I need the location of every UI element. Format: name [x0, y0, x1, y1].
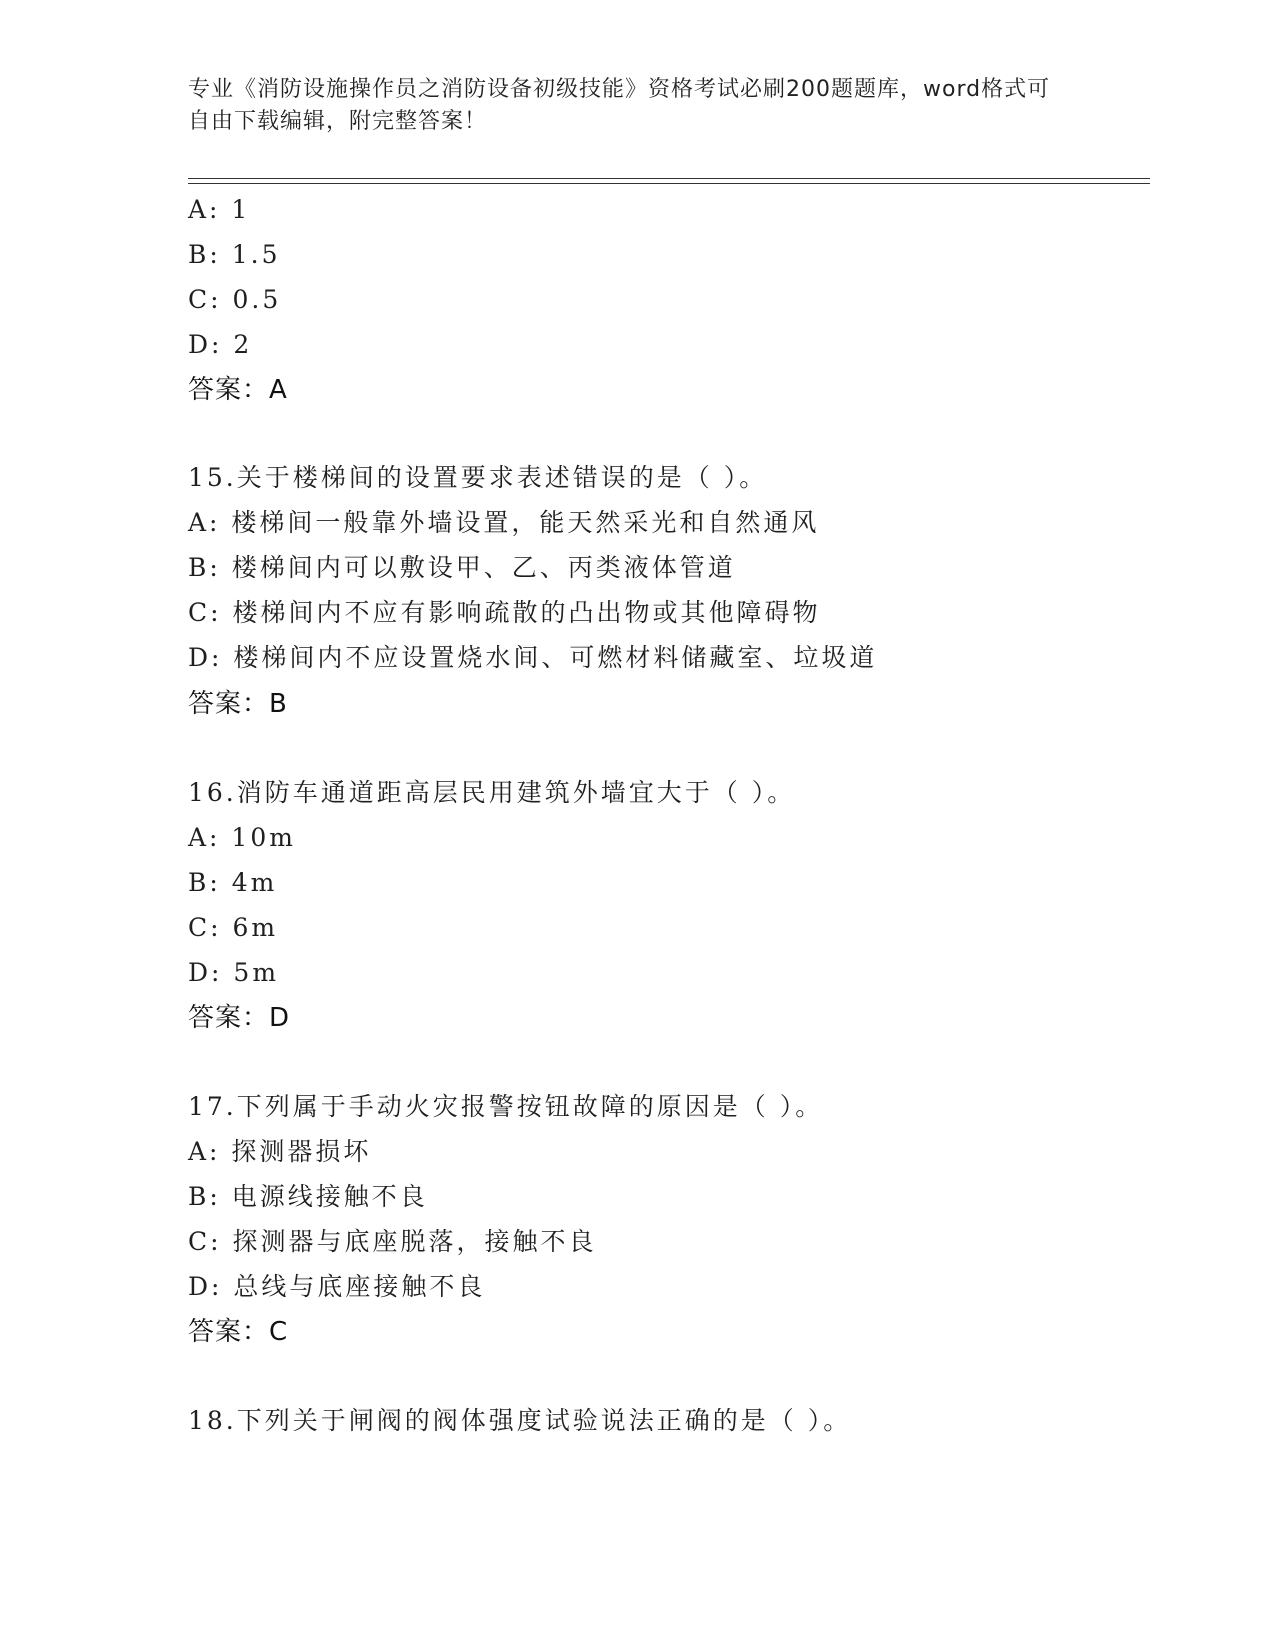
q16-question: 16.消防车通道距高层民用建筑外墙宜大于（ ）。	[188, 778, 796, 807]
q16-answer: 答案：D	[188, 1003, 291, 1033]
q16-option-a: A: 10m	[188, 823, 296, 852]
q14-answer: 答案：A	[188, 375, 288, 405]
header-divider-bottom	[188, 183, 1150, 184]
q16-option-b: B: 4m	[188, 868, 278, 897]
q14-option-b: B: 1.5	[188, 240, 281, 269]
q15-option-b: B: 楼梯间内可以敷设甲、乙、丙类液体管道	[188, 553, 736, 582]
q16-option-d: D: 5m	[188, 958, 280, 987]
q17-question: 17.下列属于手动火灾报警按钮故障的原因是（ ）。	[188, 1092, 824, 1121]
q17-answer: 答案：C	[188, 1317, 289, 1347]
document-header: 专业《消防设施操作员之消防设备初级技能》资格考试必刷200题题库，word格式可自由下载编辑，附完整答案！	[188, 77, 1051, 134]
q14-option-a: A: 1	[188, 195, 251, 224]
q17-option-b: B: 电源线接触不良	[188, 1182, 428, 1211]
q16-option-c: C: 6m	[188, 913, 279, 942]
q17-option-d: D: 总线与底座接触不良	[188, 1272, 486, 1301]
q14-option-d: D: 2	[188, 330, 253, 359]
q18-question: 18.下列关于闸阀的阀体强度试验说法正确的是（ ）。	[188, 1406, 852, 1435]
q15-option-d: D: 楼梯间内不应设置烧水间、可燃材料储藏室、垃圾道	[188, 643, 878, 672]
q15-answer: 答案：B	[188, 689, 288, 719]
q17-option-a: A: 探测器损坏	[188, 1137, 372, 1166]
header-divider-top	[188, 178, 1150, 179]
q15-question: 15.关于楼梯间的设置要求表述错误的是（ ）。	[188, 463, 768, 492]
q14-option-c: C: 0.5	[188, 285, 282, 314]
q17-option-c: C: 探测器与底座脱落，接触不良	[188, 1227, 597, 1256]
q15-option-a: A: 楼梯间一般靠外墙设置，能天然采光和自然通风	[188, 508, 820, 537]
q15-option-c: C: 楼梯间内不应有影响疏散的凸出物或其他障碍物	[188, 598, 821, 627]
